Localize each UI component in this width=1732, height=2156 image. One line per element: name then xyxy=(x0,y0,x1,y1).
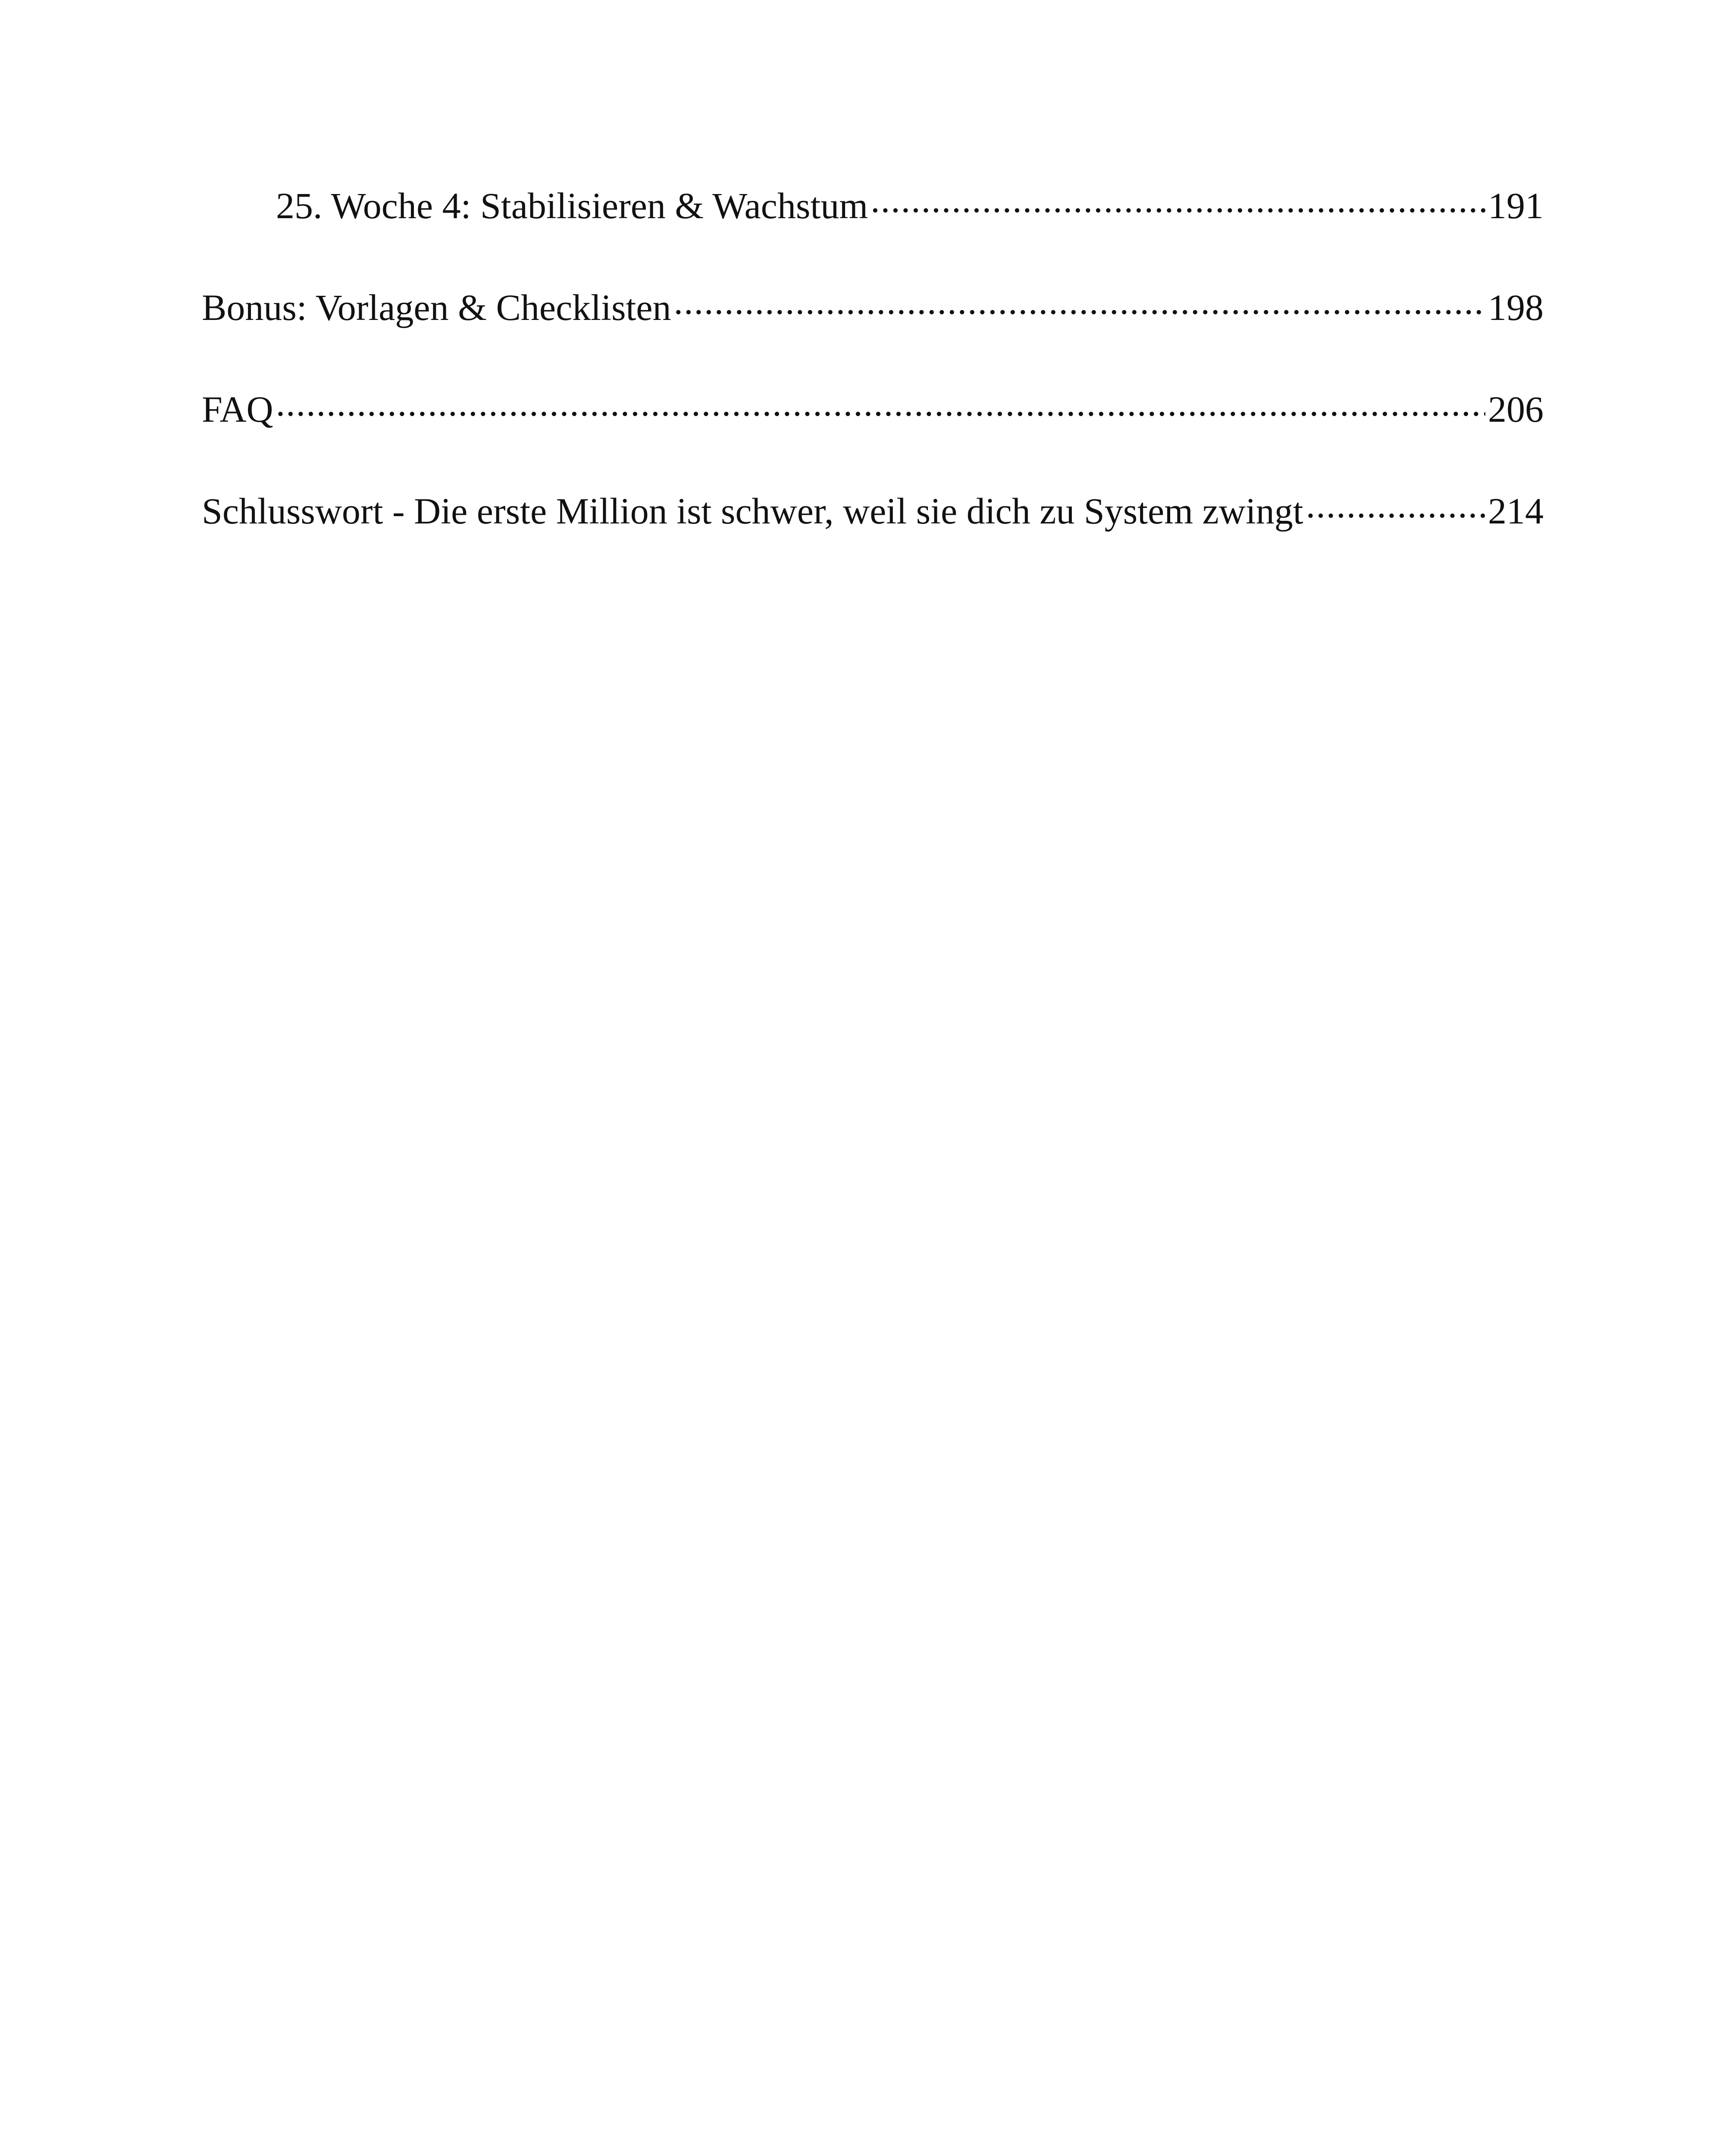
toc-entry-page-number: 191 xyxy=(1488,185,1544,226)
toc-entry-page-number: 198 xyxy=(1488,287,1544,328)
toc-entry-bonus[interactable] xyxy=(202,283,1544,385)
toc-dot-leader xyxy=(1306,486,1485,523)
toc-dot-leader xyxy=(276,385,1485,422)
toc-dot-leader xyxy=(871,181,1485,218)
toc-entry-title: Schlusswort - Die erste Million ist schwer, weil sie dich zu System zwingt xyxy=(202,490,1303,532)
toc-entry-title: FAQ xyxy=(202,389,273,430)
toc-entry-title: 25. Woche 4: Stabilisieren & Wachstum xyxy=(276,185,868,226)
toc-entry-woche-4[interactable] xyxy=(202,181,1544,283)
toc-dot-leader xyxy=(673,283,1485,320)
toc-entry-page-number: 206 xyxy=(1488,389,1544,430)
toc-entry-title: Bonus: Vorlagen & Checklisten xyxy=(202,287,671,328)
toc-entry-schlusswort[interactable] xyxy=(202,486,1544,588)
table-of-contents xyxy=(202,181,1544,588)
toc-entry-page-number: 214 xyxy=(1488,490,1544,532)
toc-entry-faq[interactable] xyxy=(202,385,1544,486)
